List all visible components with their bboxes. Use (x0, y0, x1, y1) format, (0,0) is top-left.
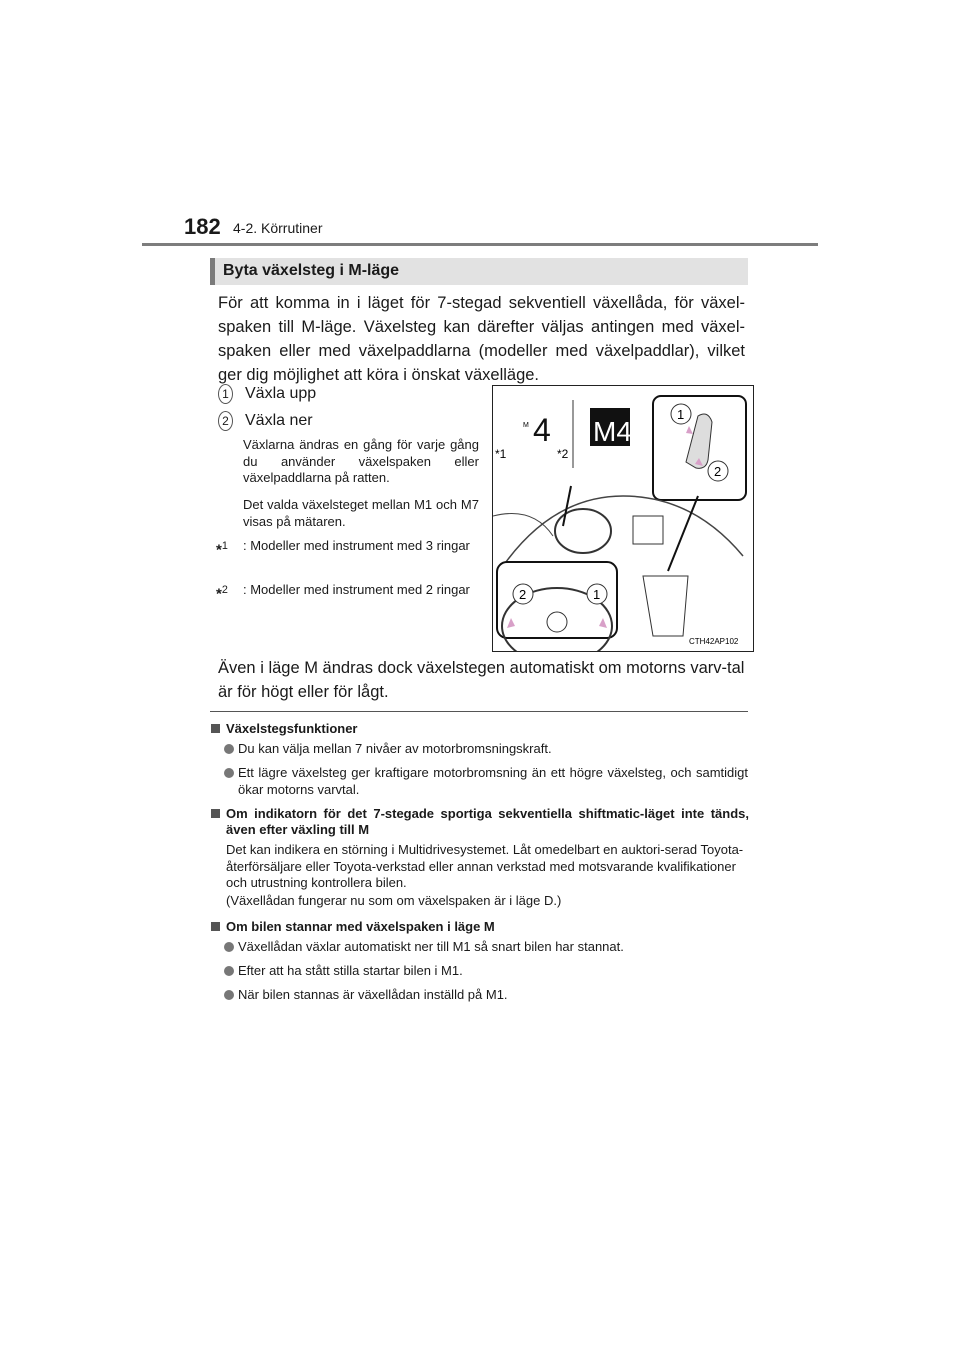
square-bullet-icon (211, 922, 220, 931)
footnote-mark: *$^1$ (216, 540, 228, 559)
note-automatic-shift: Även i läge M ändras dock växelstegen automatiskt om motorns varv-tal är för högt eller för lågt. (218, 659, 745, 701)
meter-m-small: M (523, 422, 529, 429)
section-heading-bar (210, 258, 748, 285)
list-item-shift-down (218, 411, 313, 431)
info-paragraph: Det kan indikera en störning i Multidrivesystemet. Låt omedelbart en auktori-serad Toyota-återförsäljare eller Toyota-verkstad eller annan verkstad med motsvarande kvalifikationer och utrustning kontrollera bilen. (226, 842, 744, 890)
note-paragraph: Växlarna ändras en gång för varje gång du använder växelspaken eller växelpaddlarna på ratten. (243, 437, 479, 485)
square-bullet-icon (211, 724, 220, 733)
footnote-text: : Modeller med instrument med 2 ringar (243, 582, 470, 597)
number-badge: 2 (218, 411, 233, 431)
shift-illustration (492, 385, 754, 652)
page-number: 182 (184, 214, 221, 239)
footnote-2 (216, 580, 479, 604)
bullet-item: Växellådan växlar automatiskt ner till M1 så snart bilen har stannat. (224, 939, 748, 956)
bullet-item: Ett lägre växelsteg ger kraftigare motorbromsning än ett högre växelsteg, och samtidigt ökar motorns varvtal. (224, 765, 748, 798)
section-title: Byta växelsteg i M-läge (223, 262, 400, 279)
meter-display-large: M4 (593, 416, 632, 447)
figure-code: CTH42AP102 (689, 637, 739, 646)
info-heading-stop-in-m: Om bilen stannar med växelspaken i läge M (211, 919, 751, 935)
svg-text:2: 2 (519, 587, 527, 602)
svg-text:1: 1 (677, 407, 685, 422)
meter-digit-small: 4 (533, 412, 551, 448)
info-heading-indicator: Om indikatorn för det 7-stegade sportiga sekventiella shiftmatic-läget inte tänds, även efter växling till M (211, 806, 749, 838)
footnote-mark: *$^2$ (216, 584, 228, 603)
footnote-1 (216, 536, 479, 560)
list-item-label: Växla ner (245, 412, 313, 429)
bullet-item: Du kan välja mellan 7 nivåer av motorbromsningskraft. (224, 741, 748, 758)
square-bullet-icon (211, 809, 220, 818)
intro-paragraph: För att komma in i läget för 7-stegad sekventiell växellåda, för växel-spaken till M-läge. Växelsteg kan därefter väljas antingen med växel-spaken eller med växelpaddlarna (modeller med växelpaddlar), vilket ger dig möjlighet att köra i önskat växelläge. (218, 294, 745, 384)
info-paragraph: (Växellådan fungerar nu som om växelspaken är i läge D.) (226, 893, 562, 908)
section-accent (210, 258, 215, 285)
note-paragraph: Det valda växelsteget mellan M1 och M7 visas på mätaren. (243, 497, 479, 529)
star-label-1: *1 (495, 447, 507, 461)
star-label-2: *2 (557, 447, 569, 461)
bullet-item: Efter att ha stått stilla startar bilen i M1. (224, 963, 748, 980)
bullet-dot-icon (224, 990, 234, 1000)
bullet-dot-icon (224, 768, 234, 778)
svg-text:1: 1 (593, 587, 601, 602)
bullet-item: När bilen stannas är växellådan inställd på M1. (224, 987, 748, 1004)
list-item-label: Växla upp (245, 385, 317, 402)
bullet-dot-icon (224, 966, 234, 976)
bullet-dot-icon (224, 942, 234, 952)
footnote-text: : Modeller med instrument med 3 ringar (243, 538, 470, 553)
info-heading-gear-functions: Växelstegsfunktioner (211, 721, 751, 737)
svg-text:2: 2 (714, 464, 722, 479)
header-divider (142, 243, 818, 246)
list-item-shift-up (218, 384, 316, 404)
chapter-title: 4-2. Körrutiner (233, 220, 323, 236)
info-divider (210, 711, 748, 712)
number-badge: 1 (218, 384, 233, 404)
bullet-dot-icon (224, 744, 234, 754)
